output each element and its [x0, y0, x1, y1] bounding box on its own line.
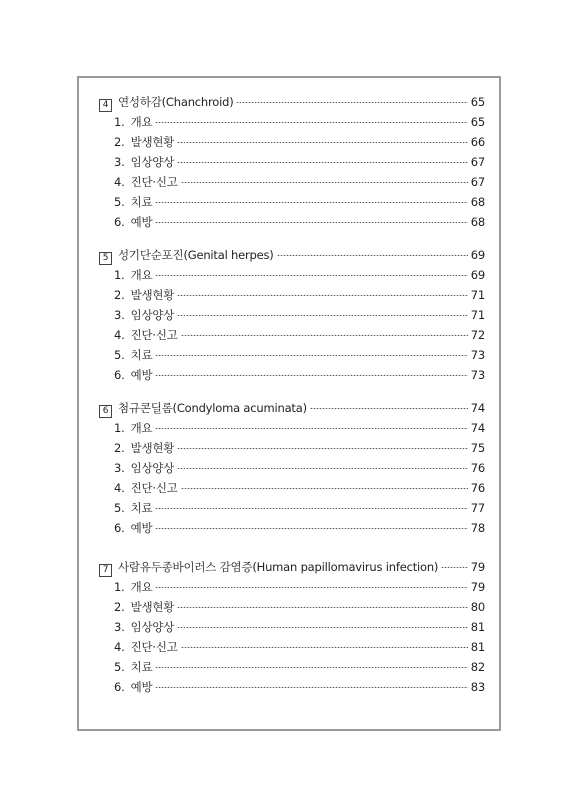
entry-title: 진단·신고 [130, 328, 178, 342]
toc-entry[interactable] [99, 478, 485, 498]
entry-number: 6. [114, 680, 125, 694]
entry-title: 진단·신고 [130, 481, 178, 495]
toc-entry[interactable] [99, 325, 485, 345]
dot-leader [181, 335, 468, 336]
dot-leader [155, 122, 467, 123]
entry-number: 3. [114, 461, 125, 475]
page-number: 68 [470, 195, 485, 209]
section-number-box: 4 [99, 99, 112, 112]
toc-entry[interactable] [99, 212, 485, 232]
entry-title: 치료 [130, 660, 153, 674]
toc-section-heading[interactable] [99, 398, 485, 418]
page-number: 74 [470, 401, 485, 415]
toc-entry[interactable] [99, 657, 485, 677]
toc-entry[interactable] [99, 305, 485, 325]
toc-section-heading[interactable] [99, 92, 485, 112]
dot-leader [277, 255, 468, 256]
dot-leader [177, 448, 468, 449]
entry-number: 6. [114, 368, 125, 382]
dot-leader [177, 142, 468, 143]
dot-leader [177, 607, 468, 608]
page-number: 67 [470, 175, 485, 189]
toc-entry[interactable] [99, 172, 485, 192]
dot-leader [155, 587, 467, 588]
toc-entry[interactable] [99, 518, 485, 538]
page-number: 82 [470, 660, 485, 674]
page-number: 71 [470, 308, 485, 322]
section-number-box: 6 [99, 405, 112, 418]
section-title: 첨규콘딜롬(Condyloma acuminata) [118, 401, 307, 415]
page-number: 68 [470, 215, 485, 229]
dot-leader [155, 667, 467, 668]
section-title: 성기단순포진(Genital herpes) [118, 248, 274, 262]
page-number: 75 [470, 441, 485, 455]
toc-entry[interactable] [99, 112, 485, 132]
dot-leader [181, 647, 468, 648]
entry-title: 개요 [130, 115, 153, 129]
toc-entry[interactable] [99, 637, 485, 657]
dot-leader [441, 567, 468, 568]
dot-leader [177, 627, 468, 628]
page-number: 81 [470, 640, 485, 654]
entry-number: 4. [114, 175, 125, 189]
toc-entry[interactable] [99, 677, 485, 697]
toc-section [99, 557, 485, 697]
toc-section-heading[interactable] [99, 245, 485, 265]
dot-leader [177, 315, 468, 316]
entry-title: 치료 [130, 195, 153, 209]
toc-section [99, 398, 485, 538]
entry-number: 4. [114, 481, 125, 495]
entry-title: 개요 [130, 580, 153, 594]
toc-entry[interactable] [99, 577, 485, 597]
entry-title: 예방 [130, 215, 153, 229]
entry-number: 2. [114, 441, 125, 455]
entry-number: 3. [114, 308, 125, 322]
toc-entry[interactable] [99, 265, 485, 285]
page-number: 69 [470, 248, 485, 262]
entry-title: 치료 [130, 501, 153, 515]
entry-title: 임상양상 [130, 155, 175, 169]
section-title: 연성하감(Chanchroid) [118, 95, 234, 109]
dot-leader [177, 295, 468, 296]
page-number: 71 [470, 288, 485, 302]
dot-leader [155, 687, 467, 688]
entry-title: 치료 [130, 348, 153, 362]
entry-title: 예방 [130, 680, 153, 694]
dot-leader [177, 468, 468, 469]
page-number: 76 [470, 481, 485, 495]
toc-entry[interactable] [99, 418, 485, 438]
toc-entry[interactable] [99, 132, 485, 152]
section-number-box: 7 [99, 564, 112, 577]
dot-leader [310, 408, 468, 409]
page-number: 73 [470, 348, 485, 362]
dot-leader [155, 275, 467, 276]
toc-entry[interactable] [99, 365, 485, 385]
toc-entry[interactable] [99, 498, 485, 518]
entry-title: 임상양상 [130, 620, 175, 634]
page-number: 72 [470, 328, 485, 342]
entry-title: 예방 [130, 368, 153, 382]
entry-number: 2. [114, 600, 125, 614]
section-title: 사람유두종바이러스 감염증(Human papillomavirus infection) [118, 560, 439, 574]
entry-title: 진단·신고 [130, 175, 178, 189]
page-number: 77 [470, 501, 485, 515]
entry-title: 임상양상 [130, 461, 175, 475]
entry-title: 임상양상 [130, 308, 175, 322]
toc-section [99, 245, 485, 385]
dot-leader [177, 162, 468, 163]
dot-leader [181, 182, 468, 183]
dot-leader [155, 428, 467, 429]
page-number: 78 [470, 521, 485, 535]
toc-entry[interactable] [99, 192, 485, 212]
page-number: 66 [470, 135, 485, 149]
dot-leader [155, 375, 467, 376]
entry-number: 2. [114, 288, 125, 302]
page-number: 73 [470, 368, 485, 382]
entry-number: 4. [114, 328, 125, 342]
page-number: 65 [470, 115, 485, 129]
entry-number: 4. [114, 640, 125, 654]
entry-number: 6. [114, 215, 125, 229]
dot-leader [155, 222, 467, 223]
page-number: 67 [470, 155, 485, 169]
page-number: 79 [470, 560, 485, 574]
entry-number: 2. [114, 135, 125, 149]
entry-number: 6. [114, 521, 125, 535]
dot-leader [181, 488, 468, 489]
entry-number: 3. [114, 155, 125, 169]
page-number: 83 [470, 680, 485, 694]
toc-entry[interactable] [99, 438, 485, 458]
toc-section [99, 92, 485, 232]
toc-entry[interactable] [99, 597, 485, 617]
entry-title: 개요 [130, 268, 153, 282]
page-number: 65 [470, 95, 485, 109]
page-number: 76 [470, 461, 485, 475]
page-number: 69 [470, 268, 485, 282]
dot-leader [155, 202, 467, 203]
entry-number: 5. [114, 660, 125, 674]
section-number-box: 5 [99, 252, 112, 265]
entry-title: 진단·신고 [130, 640, 178, 654]
toc-section-heading[interactable] [99, 557, 485, 577]
dot-leader [155, 508, 467, 509]
toc-entry[interactable] [99, 458, 485, 478]
entry-number: 1. [114, 421, 125, 435]
toc-entry[interactable] [99, 345, 485, 365]
entry-title: 발생현황 [130, 441, 175, 455]
entry-title: 예방 [130, 521, 153, 535]
dot-leader [236, 102, 467, 103]
page-number: 74 [470, 421, 485, 435]
page-number: 79 [470, 580, 485, 594]
toc-entry[interactable] [99, 152, 485, 172]
entry-number: 1. [114, 115, 125, 129]
dot-leader [155, 355, 467, 356]
entry-title: 발생현황 [130, 135, 175, 149]
entry-number: 5. [114, 348, 125, 362]
table-of-contents [99, 92, 485, 710]
toc-entry[interactable] [99, 285, 485, 305]
entry-title: 발생현황 [130, 600, 175, 614]
entry-number: 5. [114, 501, 125, 515]
page-number: 80 [470, 600, 485, 614]
toc-entry[interactable] [99, 617, 485, 637]
entry-number: 1. [114, 268, 125, 282]
entry-number: 1. [114, 580, 125, 594]
page-number: 81 [470, 620, 485, 634]
dot-leader [155, 528, 467, 529]
entry-title: 발생현황 [130, 288, 175, 302]
entry-number: 5. [114, 195, 125, 209]
entry-number: 3. [114, 620, 125, 634]
entry-title: 개요 [130, 421, 153, 435]
